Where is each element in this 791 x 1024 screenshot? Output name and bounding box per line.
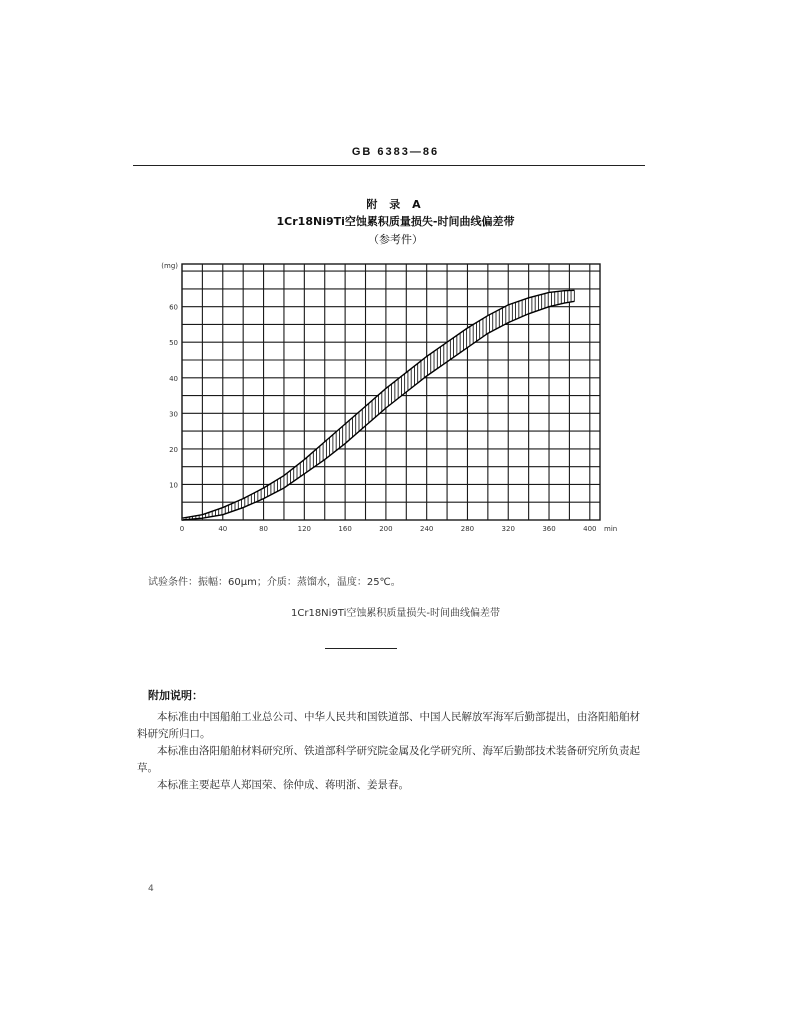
x-tick-label: 320 xyxy=(501,525,515,533)
x-tick-label: 200 xyxy=(379,525,393,533)
test-conditions: 试验条件：振幅：60μm；介质：蒸馏水，温度：25℃。 xyxy=(148,577,401,588)
mass-loss-chart xyxy=(140,252,620,542)
header-divider xyxy=(133,165,645,166)
x-tick-label: 280 xyxy=(460,525,475,533)
x-tick-label: 160 xyxy=(338,525,352,533)
notes-heading: 附加说明： xyxy=(148,689,203,702)
x-tick-label: 400 xyxy=(583,525,597,533)
x-tick-label: 40 xyxy=(218,525,228,533)
notes-paragraph: 本标准由洛阳船舶材料研究所、铁道部科学研究院金属及化学研究所、海军后勤部技术装备研究所负责起草。 xyxy=(137,745,640,774)
figure-caption: 1Cr18Ni9Ti空蚀累积质量损失-时间曲线偏差带 xyxy=(291,608,500,619)
x-axis-label: min xyxy=(604,525,618,533)
y-tick-label: 10 xyxy=(169,481,178,490)
y-tick-label: 60 xyxy=(169,303,178,312)
appendix-reference-note: （参考件） xyxy=(368,233,423,246)
notes-paragraph: 本标准主要起草人郑国荣、徐仲成、蒋明浙、姜景春。 xyxy=(157,779,409,791)
page-number: 4 xyxy=(148,884,154,894)
y-tick-label: 40 xyxy=(169,374,178,383)
appendix-title: 1Cr18Ni9Ti空蚀累积质量损失-时间曲线偏差带 xyxy=(276,215,515,228)
x-tick-label: 360 xyxy=(542,525,556,533)
x-tick-label: 120 xyxy=(297,525,312,533)
appendix-label: 附 录 A xyxy=(366,198,425,211)
x-tick-label: 80 xyxy=(259,525,269,533)
x-tick-label: 0 xyxy=(179,525,185,533)
notes-paragraph: 本标准由中国船舶工业总公司、中华人民共和国铁道部、中国人民解放军海军后勤部提出，由洛阳船舶材料研究所归口。 xyxy=(137,711,640,740)
x-tick-label: 240 xyxy=(419,525,434,533)
standard-code-header: GB 6383—86 xyxy=(351,146,440,158)
y-tick-label: 50 xyxy=(169,339,178,348)
section-divider xyxy=(325,648,397,649)
y-axis-label: (mg) xyxy=(161,262,178,270)
y-tick-label: 20 xyxy=(169,445,178,454)
y-tick-label: 30 xyxy=(169,410,178,419)
